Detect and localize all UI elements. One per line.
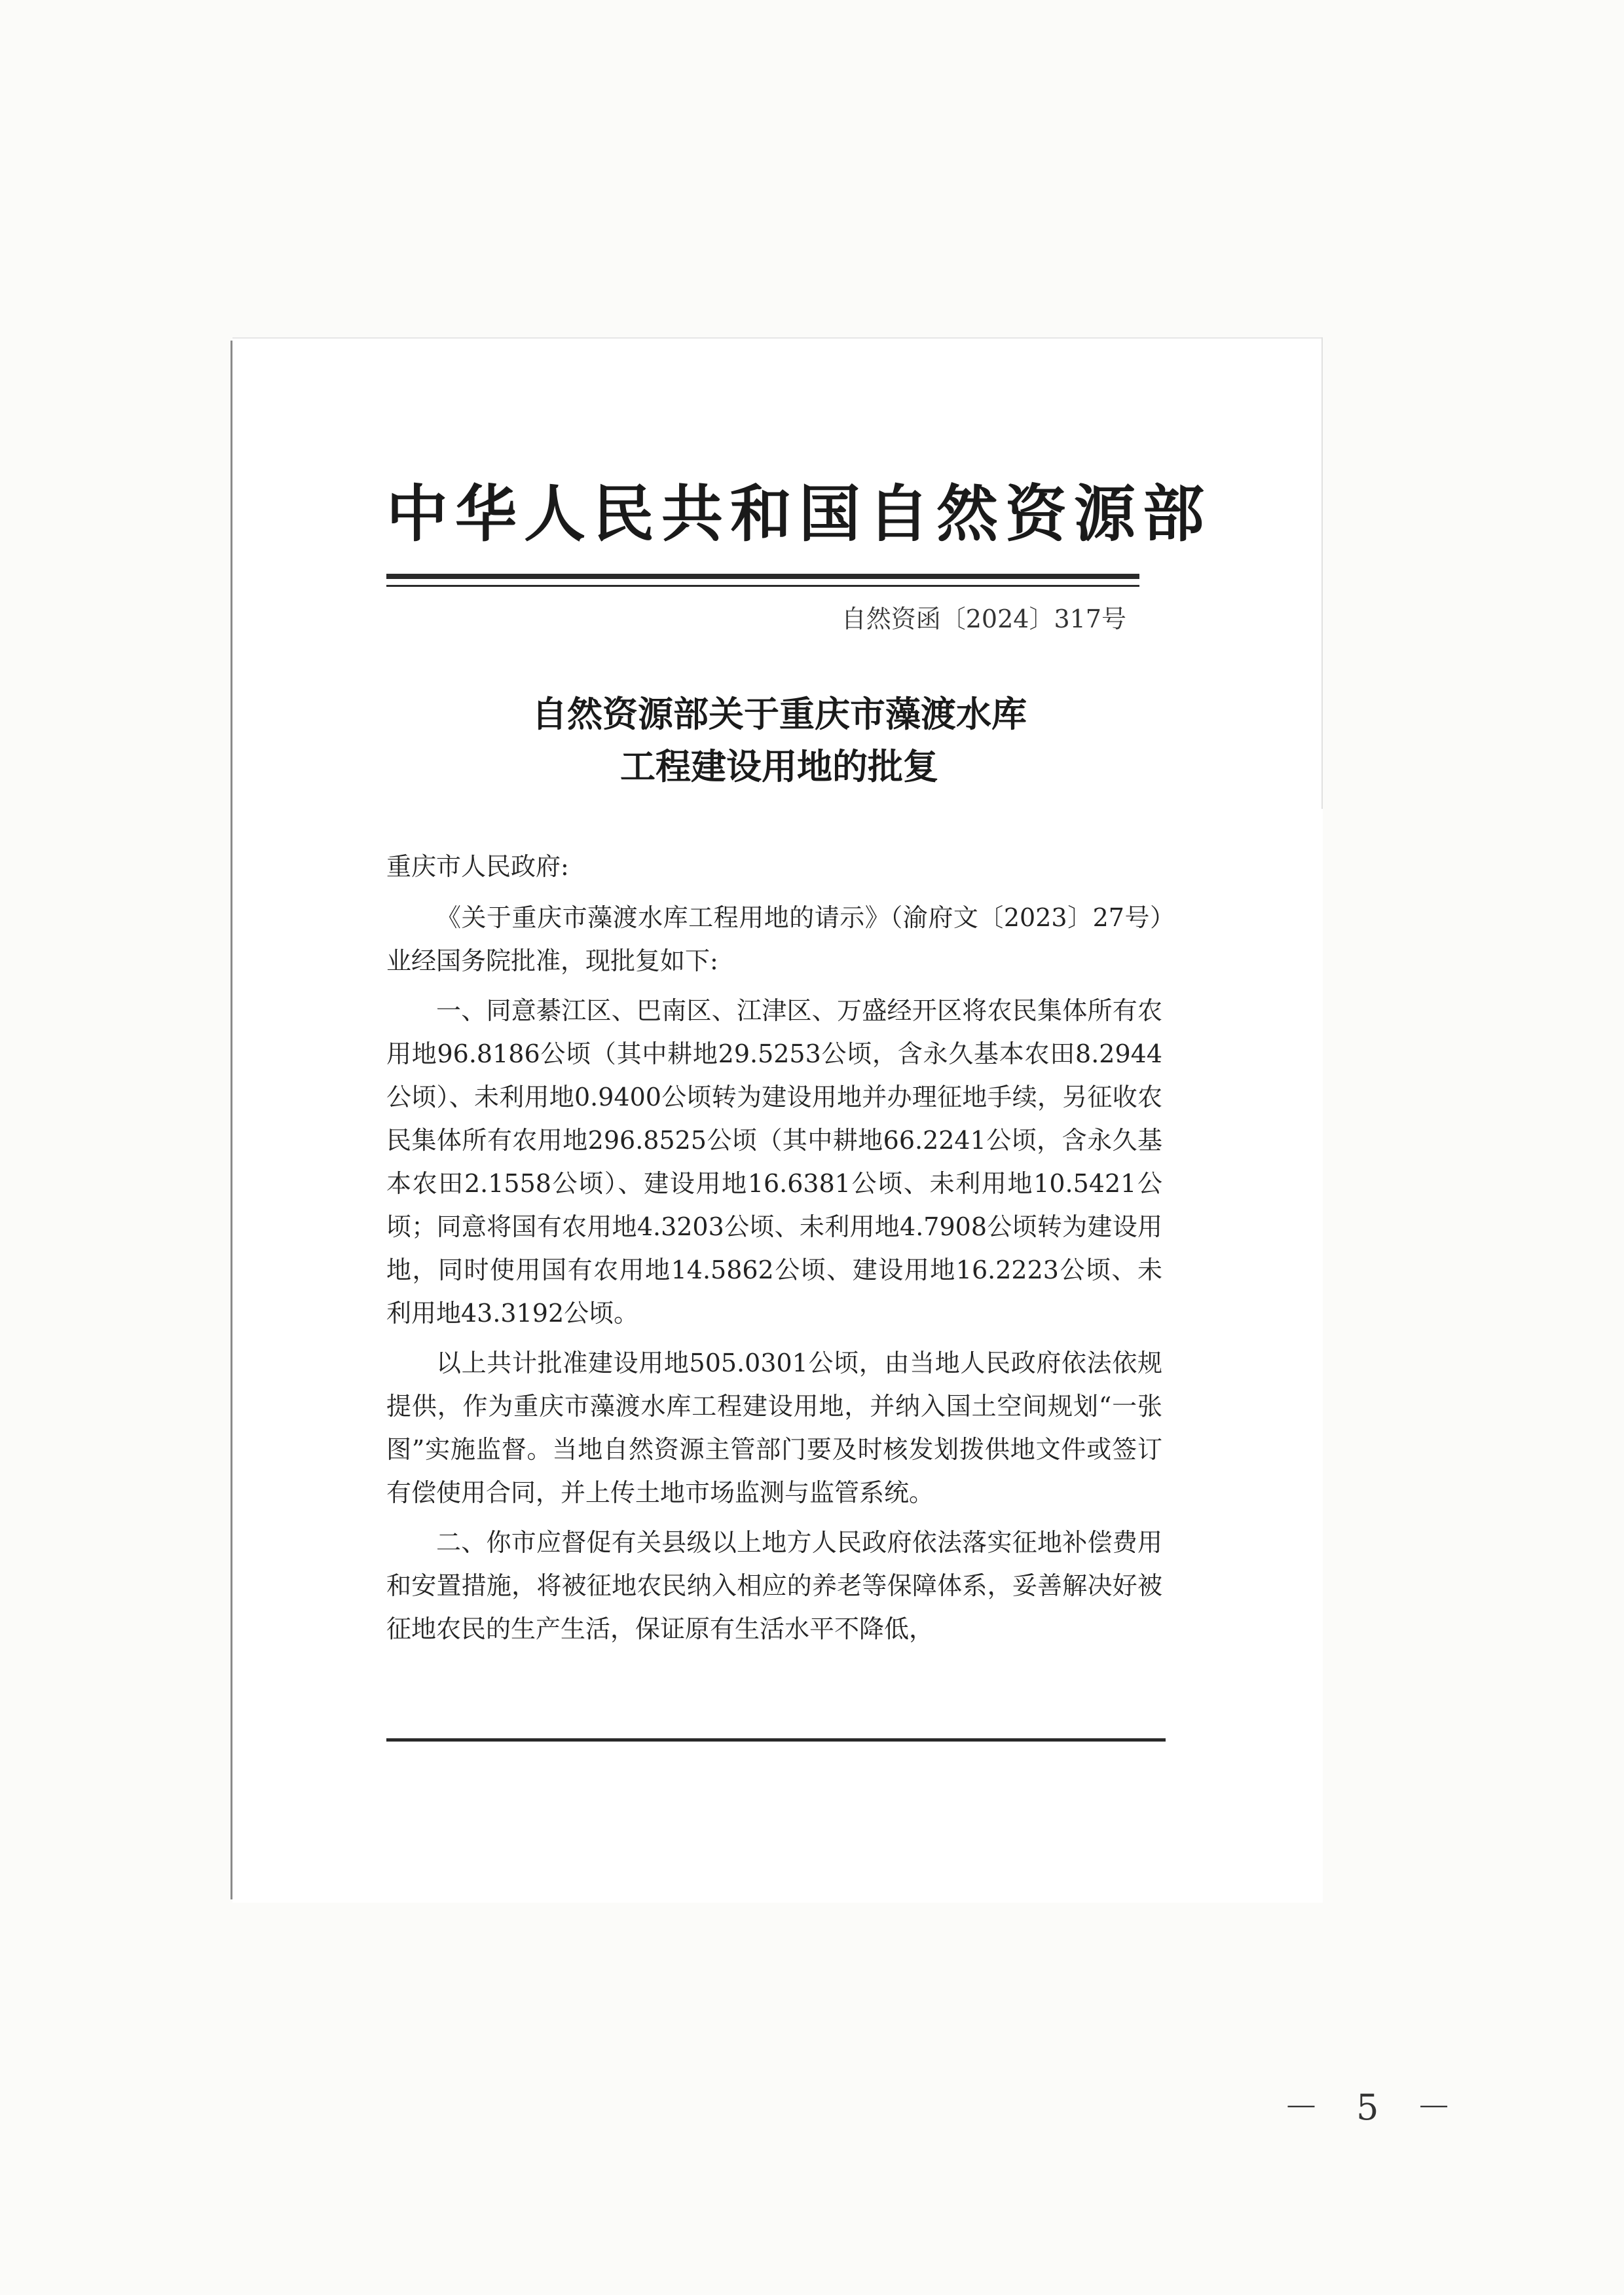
ministry-masthead: 中华人民共和国自然资源部 [386, 478, 1212, 550]
page-number: － 5 － [1283, 2087, 1465, 2128]
sheet-top-edge [232, 337, 1323, 339]
document-title-line-1: 自然资源部关于重庆市藻渡水库 [532, 693, 1027, 735]
body-paragraph-3: 以上共计批准建设用地505.0301公顷，由当地人民政府依法依规提供，作为重庆市藻渡水库工程建设用地，并纳入国土空间规划“一张图”实施监督。当地自然资源主管部门要及时核发划拨供地文件或签订有偿使用合同，并上传土地市场监测与监管系统。 [386, 1349, 1162, 1507]
masthead-thin-rule [386, 585, 1139, 587]
document-number: 自然资函〔2024〕317号 [841, 605, 1126, 633]
body-paragraph-2: 一、同意綦江区、巴南区、江津区、万盛经开区将农民集体所有农用地96.8186公顷（其中耕地29.5253公顷，含永久基本农田8.2944公顷）、未利用地0.9400公顷转为建设用地并办理征地手续，另征收农民集体所有农用地296.8525公顷（其中耕地66.2241公顷，含永久基本农田2.1558公顷）、建设用地16.6381公顷、未利用地10.5421公顷；同意将国有农用地4.3203公顷、未利用地4.7908公顷转为建设用地，同时使用国有农用地14.5862公顷、建设用地16.2223公顷、未利用地43.3192公顷。 [386, 996, 1162, 1328]
masthead-thick-rule [386, 574, 1139, 579]
document-title-line-2: 工程建设用地的批复 [620, 745, 938, 787]
recipient-line: 重庆市人民政府: [386, 852, 569, 881]
page-bottom-rule [386, 1738, 1166, 1742]
document-title [386, 688, 1172, 793]
sheet-right-edge [1321, 337, 1323, 809]
body-paragraph-1: 《关于重庆市藻渡水库工程用地的请示》（渝府文〔2023〕27号）业经国务院批准，现批复如下: [386, 903, 1162, 975]
body-paragraph-4: 二、你市应督促有关县级以上地方人民政府依法落实征地补偿费用和安置措施，将被征地农民纳入相应的养老等保障体系，妥善解决好被征地农民的生产生活，保证原有生活水平不降低， [386, 1528, 1162, 1643]
document-body [386, 845, 1162, 1651]
